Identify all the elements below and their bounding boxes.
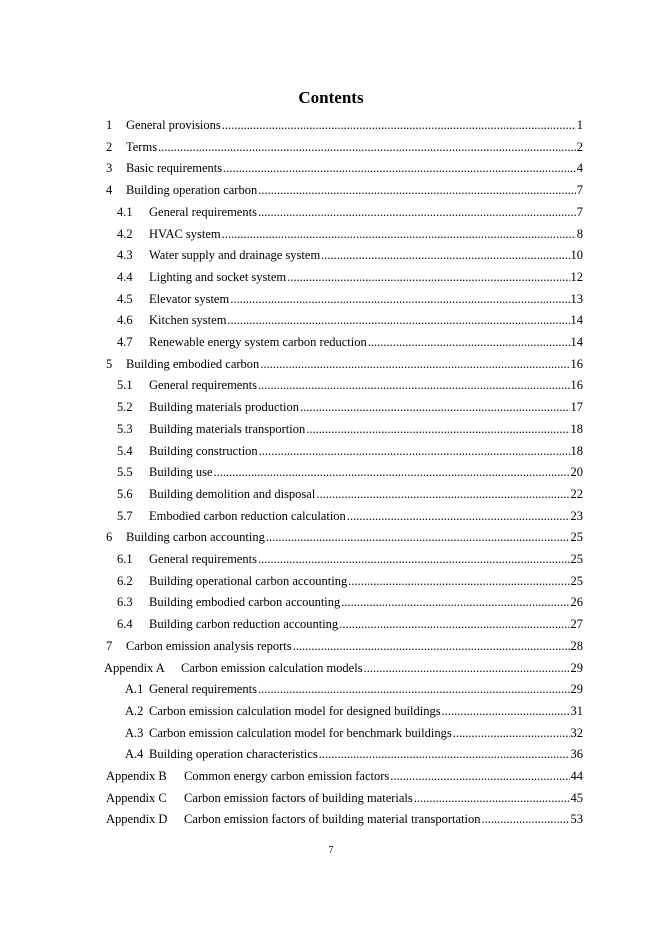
toc-entry-number: Appendix C xyxy=(106,790,167,805)
toc-entry[interactable] xyxy=(106,768,583,784)
toc-entry-page: 22 xyxy=(570,486,583,501)
toc-entry[interactable] xyxy=(117,616,583,632)
toc-entry[interactable] xyxy=(106,529,583,545)
toc-entry-label: Water supply and drainage system xyxy=(149,248,321,263)
toc-entry-label: General provisions xyxy=(126,118,221,132)
toc-entry[interactable] xyxy=(117,226,583,242)
toc-entry-page: 26 xyxy=(570,595,583,610)
toc-entry-label: Building use xyxy=(149,465,213,480)
toc-entry-page: 7 xyxy=(576,204,583,219)
toc-entry[interactable] xyxy=(106,638,583,654)
toc-entry-number: 6.3 xyxy=(117,595,133,610)
toc-entry-page: 45 xyxy=(570,790,583,805)
toc-leader-dots xyxy=(258,204,576,220)
toc-leader-dots xyxy=(259,443,570,459)
toc-entry[interactable] xyxy=(125,703,583,719)
toc-entry-page: 29 xyxy=(570,682,583,697)
toc-entry-label: Building construction xyxy=(149,443,258,458)
toc-entry-page: 25 xyxy=(570,573,583,588)
toc-entry-label: General requirements xyxy=(149,378,257,393)
toc-entry-number: 4.6 xyxy=(117,313,133,328)
toc-entry-page: 2 xyxy=(576,139,583,154)
toc-leader-dots xyxy=(442,703,570,719)
toc-entry-label: Renewable energy system carbon reduction xyxy=(149,335,367,349)
page-title: Contents xyxy=(298,88,364,107)
toc-leader-dots xyxy=(348,573,569,589)
toc-entry-number: 6 xyxy=(106,530,113,545)
toc-leader-dots xyxy=(223,160,576,176)
toc-entry-page: 16 xyxy=(570,356,583,371)
toc-leader-dots xyxy=(321,247,569,263)
toc-leader-dots xyxy=(230,291,569,307)
toc-leader-dots xyxy=(364,660,570,676)
toc-entry[interactable] xyxy=(125,681,583,697)
toc-entry-number: 4.5 xyxy=(117,291,133,306)
toc-entry-number: 3 xyxy=(106,161,113,176)
toc-entry-label: Carbon emission factors of building materials xyxy=(184,790,413,805)
toc-entry-number: A.2 xyxy=(125,703,144,718)
toc-entry-label: General requirements xyxy=(149,682,257,697)
toc-entry-label: Carbon emission calculation models xyxy=(181,660,363,675)
toc-leader-dots xyxy=(258,551,570,567)
toc-entry-page: 1 xyxy=(576,118,583,132)
toc-entry[interactable] xyxy=(106,182,583,198)
toc-entry-page: 4 xyxy=(576,161,583,176)
page-number: 7 xyxy=(328,845,334,856)
toc-entry[interactable] xyxy=(117,508,583,524)
toc-entry-number: Appendix A xyxy=(104,660,165,675)
toc-entry-number: 5 xyxy=(106,356,113,371)
toc-entry-number: 2 xyxy=(106,139,113,154)
toc-leader-dots xyxy=(300,399,570,415)
toc-leader-dots xyxy=(481,811,569,827)
toc-leader-dots xyxy=(158,139,576,155)
toc-entry-label: Carbon emission analysis reports xyxy=(126,638,292,653)
toc-leader-dots xyxy=(258,681,570,697)
toc-entry-label: General requirements xyxy=(149,204,257,219)
toc-entry-page: 17 xyxy=(570,400,583,415)
toc-entry-page: 23 xyxy=(570,508,583,523)
toc-entry-page: 14 xyxy=(570,335,583,349)
toc-entry-label: Carbon emission calculation model for benchmark buildings xyxy=(149,725,452,740)
toc-entry-label: Building materials production xyxy=(149,400,299,415)
toc-leader-dots xyxy=(306,421,569,437)
toc-entry-label: Terms xyxy=(126,139,158,154)
toc-entry-number: 4.4 xyxy=(117,269,133,284)
toc-entry-page: 25 xyxy=(570,552,583,566)
toc-entry-page: 27 xyxy=(570,617,583,632)
toc-entry[interactable] xyxy=(117,421,583,437)
toc-entry-page: 20 xyxy=(570,465,583,480)
toc-leader-dots xyxy=(390,768,569,784)
toc-entry[interactable] xyxy=(117,399,583,415)
toc-entry[interactable] xyxy=(106,160,583,176)
toc-entry-label: HVAC system xyxy=(149,226,221,241)
toc-entry-label: Kitchen system xyxy=(149,313,227,328)
toc-leader-dots xyxy=(222,226,576,242)
toc-entry[interactable] xyxy=(117,247,583,263)
toc-entry-number: 5.1 xyxy=(117,378,133,393)
toc-entry[interactable] xyxy=(117,443,583,459)
toc-entry[interactable] xyxy=(117,334,583,350)
toc-entry-label: Building operation characteristics xyxy=(149,747,318,762)
toc-entry-number: 1 xyxy=(106,118,113,132)
toc-entry-label: Elevator system xyxy=(149,291,230,306)
toc-entry-number: 6.4 xyxy=(117,617,133,632)
toc-entry-number: A.3 xyxy=(125,725,144,740)
toc-entry-label: Building embodied carbon accounting xyxy=(149,595,341,610)
toc-entry-label: Building operational carbon accounting xyxy=(149,573,348,588)
toc-entry-label: Basic requirements xyxy=(126,161,223,176)
toc-leader-dots xyxy=(258,377,570,393)
toc-entry-number: 4.1 xyxy=(117,204,133,219)
toc-entry-number: 4.7 xyxy=(117,335,133,349)
toc-entry-page: 28 xyxy=(570,638,583,653)
toc-leader-dots xyxy=(368,334,570,350)
toc-leader-dots xyxy=(222,117,576,133)
toc-entry-page: 14 xyxy=(570,313,583,328)
toc-entry[interactable] xyxy=(117,486,583,502)
toc-entry-page: 12 xyxy=(570,269,583,284)
toc-entry-label: Building materials transportion xyxy=(149,421,306,436)
toc-entry-number: 5.6 xyxy=(117,486,133,501)
toc-entry-page: 18 xyxy=(570,443,583,458)
toc-leader-dots xyxy=(260,356,569,372)
toc-entry[interactable] xyxy=(104,660,583,676)
toc-entry-page: 7 xyxy=(576,183,583,198)
toc-entry-page: 29 xyxy=(570,660,583,675)
toc-entry-label: Lighting and socket system xyxy=(149,269,287,284)
toc-entry-number: A.4 xyxy=(125,747,144,762)
toc-entry[interactable] xyxy=(106,139,583,155)
toc-entry-page: 53 xyxy=(570,812,583,827)
toc-leader-dots xyxy=(258,182,576,198)
toc-entry-page: 44 xyxy=(570,769,583,783)
toc-entry-number: 7 xyxy=(106,638,113,653)
toc-entry-number: 4 xyxy=(106,183,113,198)
toc-leader-dots xyxy=(453,725,570,741)
toc-entry[interactable] xyxy=(125,746,583,762)
toc-leader-dots xyxy=(319,746,570,762)
toc-entry-label: Building carbon accounting xyxy=(126,530,265,545)
toc-entry-label: Carbon emission calculation model for designed buildings xyxy=(149,703,441,718)
toc-leader-dots xyxy=(341,594,569,610)
toc-entry-number: Appendix B xyxy=(106,769,167,783)
toc-entry-label: Building embodied carbon xyxy=(126,356,260,371)
toc-entry-number: 5.5 xyxy=(117,465,133,480)
toc-entry-number: 4.3 xyxy=(117,248,133,263)
toc-entry-label: Embodied carbon reduction calculation xyxy=(149,508,346,523)
toc-leader-dots xyxy=(293,638,570,654)
toc-entry-page: 36 xyxy=(570,747,583,762)
toc-entry-number: 5.3 xyxy=(117,421,133,436)
toc-entry-page: 10 xyxy=(570,248,583,263)
toc-entry[interactable] xyxy=(117,269,583,285)
toc-entry[interactable] xyxy=(106,356,583,372)
toc-entry[interactable] xyxy=(117,551,583,567)
toc-leader-dots xyxy=(414,790,570,806)
toc-entry-label: Common energy carbon emission factors xyxy=(184,769,390,783)
toc-entry-page: 31 xyxy=(570,703,583,718)
toc-leader-dots xyxy=(266,529,570,545)
toc-entry[interactable] xyxy=(117,312,583,328)
toc-entry-label: Building operation carbon xyxy=(126,183,258,198)
toc-leader-dots xyxy=(347,508,570,524)
toc-entry-page: 16 xyxy=(570,378,583,393)
toc-entry-number: A.1 xyxy=(125,682,144,697)
toc-entry[interactable] xyxy=(117,204,583,220)
toc-entry-page: 18 xyxy=(570,421,583,436)
toc-entry[interactable] xyxy=(117,594,583,610)
toc-entry[interactable] xyxy=(117,377,583,393)
toc-leader-dots xyxy=(316,486,569,502)
toc-entry-label: Carbon emission factors of building material transportation xyxy=(184,812,481,827)
toc-entry-label: Building carbon reduction accounting xyxy=(149,617,339,632)
toc-entry-page: 8 xyxy=(576,226,583,241)
toc-leader-dots xyxy=(214,464,570,480)
toc-entry-number: 6.2 xyxy=(117,573,133,588)
toc-entry-number: Appendix D xyxy=(106,812,168,827)
toc-entry-number: 5.2 xyxy=(117,400,133,415)
toc-entry[interactable] xyxy=(106,790,583,806)
toc-entry-number: 5.7 xyxy=(117,508,133,523)
toc-entry-page: 32 xyxy=(570,725,583,740)
toc-leader-dots xyxy=(339,616,569,632)
toc-entry-number: 5.4 xyxy=(117,443,133,458)
toc-entry[interactable] xyxy=(106,811,583,827)
toc-entry-number: 4.2 xyxy=(117,226,133,241)
toc-leader-dots xyxy=(227,312,569,328)
toc-entry-page: 13 xyxy=(570,291,583,306)
toc-entry[interactable] xyxy=(117,573,583,589)
toc-entry-label: General requirements xyxy=(149,552,257,566)
toc-entry-number: 6.1 xyxy=(117,552,133,566)
toc-entry[interactable] xyxy=(117,291,583,307)
toc-entry[interactable] xyxy=(125,725,583,741)
toc-entry-label: Building demolition and disposal xyxy=(149,486,316,501)
toc-entry-page: 25 xyxy=(570,530,583,545)
toc-entry[interactable] xyxy=(117,464,583,480)
toc-entry[interactable] xyxy=(106,117,583,133)
toc-leader-dots xyxy=(287,269,569,285)
